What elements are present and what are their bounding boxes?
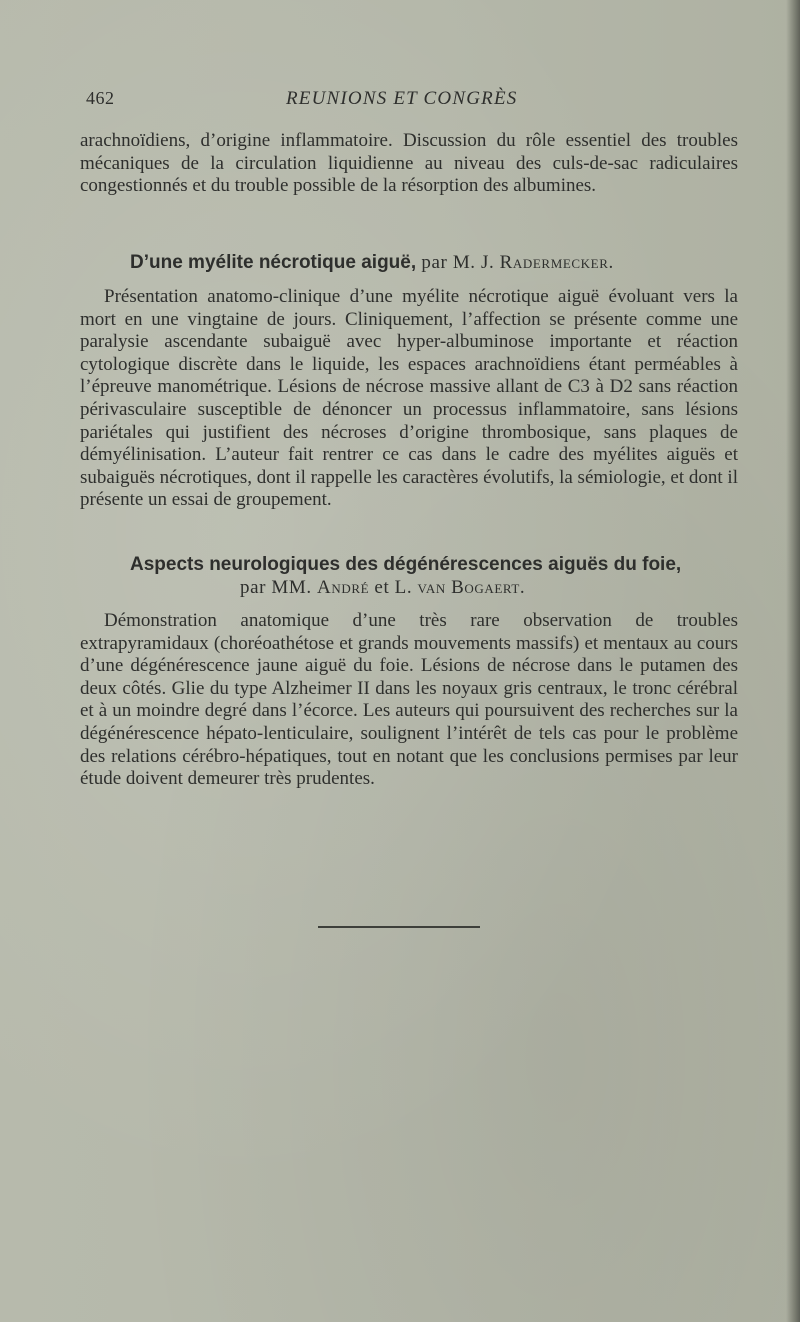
article1-author: Radermecker. — [499, 252, 614, 273]
article2-author2-particle: van — [417, 577, 446, 598]
article2-body: Démonstration anatomique d’une très rare observation de troubles extrapyramidaux (choréoathétose et grands mouvements massifs) et mentaux au cours d’une dégénérescence jaune aiguë du foie. Lésions de nécrose dans le putamen des deux côtés. Glie du type Alzheimer II dans les noyaux gris centraux, le tronc cérébral et à un moindre degré dans l’écorce. Les auteurs qui poursuivent des recherches sur la dégénérescence hépato-lenticulaire, soulignent l’intérêt de tels cas pour le problème des relations cérébro-hépatiques, tout en notant que les conclusions permises par leur étude doivent demeurer très prudentes. — [80, 610, 738, 790]
article2-byline — [240, 577, 640, 599]
article2-title: Aspects neurologiques des dégénérescences aiguës du foie, — [130, 554, 682, 575]
section-end-rule — [318, 926, 480, 928]
article2-by-prefix: par MM. — [240, 577, 312, 598]
article1-heading — [130, 252, 730, 274]
article1-title: D’une myélite nécrotique aiguë, — [130, 252, 417, 273]
intro-paragraph: arachnoïdiens, d’origine inflammatoire. Discussion du rôle essentiel des troubles mécaniques de la circulation liquidienne au niveau des culs-de-sac radiculaires congestionnés et du trouble possible de la résorption des albumines. — [80, 130, 738, 197]
article2-author1: André — [317, 577, 370, 598]
article2-author2: Bogaert. — [451, 577, 526, 598]
article1-by: par M. J. — [421, 252, 495, 273]
article2-conj: et L. — [374, 577, 413, 598]
article1-body: Présentation anatomo-clinique d’une myélite nécrotique aiguë évoluant vers la mort en une vingtaine de jours. Cliniquement, l’affection se présente comme une paralysie ascendante subaiguë avec hyper-albuminose importante et réaction cytologique discrète dans le liquide, les espaces arachnoïdiens étant perméables à l’épreuve manométrique. Lésions de nécrose massive allant de C3 à D2 sans réaction périvasculaire susceptible de dénoncer un processus inflammatoire, sans lésions pariétales qui justifient des nécroses d’origine thrombosique, sans plaques de démyélinisation. L’auteur fait rentrer ce cas dans le cadre des myélites aiguës et subaiguës nécrotiques, dont il rappelle les caractères évolutifs, la sémiologie, et dont il présente un essai de groupement. — [80, 286, 738, 511]
article2-heading — [130, 554, 730, 576]
page-number: 462 — [86, 88, 115, 108]
running-title: REUNIONS ET CONGRÈS — [286, 88, 518, 109]
running-head — [86, 88, 726, 110]
